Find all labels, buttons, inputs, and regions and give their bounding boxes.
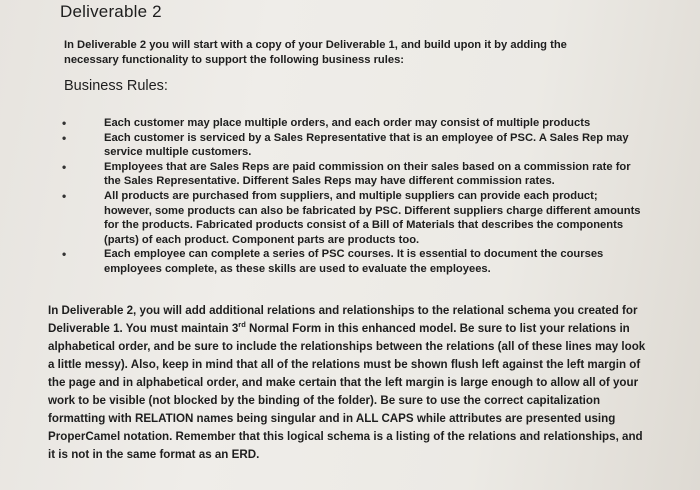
- list-item: [62, 116, 642, 131]
- bullet-icon: •: [62, 188, 67, 203]
- list-item: [62, 247, 642, 276]
- bullet-icon: •: [62, 116, 67, 130]
- page-title: Deliverable 2: [60, 2, 162, 21]
- list-item: [62, 160, 642, 189]
- business-rules-list: [62, 116, 642, 277]
- closing-text-part1: In Deliverable 2, you will add additional relations and relationships to the relational schema you created for Deliverable 1. You must maintain 3: [48, 304, 638, 335]
- bullet-icon: •: [62, 247, 67, 262]
- rule-text: Employees that are Sales Reps are paid commission on their sales based on a commission rate for the Sales Representative. Different Sales Reps may have different commission rates.: [104, 160, 631, 188]
- ordinal-superscript: rd: [238, 320, 246, 329]
- rule-text: Each customer may place multiple orders, and each order may consist of multiple products: [104, 117, 591, 129]
- list-item: [62, 131, 642, 160]
- rule-text: Each employee can complete a series of PSC courses. It is essential to document the courses employees complete, as these skills are used to evaluate the employees.: [104, 248, 604, 275]
- bullet-icon: •: [62, 159, 67, 174]
- closing-text-part2: Normal Form in this enhanced model. Be sure to list your relations in alphabetical order, and be sure to include the relationships between the relations (all of these lines may look a little messy). Also, keep in mind that all of the relations must be shown flush left against the left margin of the page and in alphabetical order, and make certain that the left margin is large enough to allow all of your work to be visible (not blocked by the binding of the folder). Be sure to use the correct capitalization formatting with RELATION names being singular and in ALL CAPS while attributes are presented using ProperCamel notation. Remember that this logical schema is a listing of the relations and relationships, and it is not in the same format as an ERD.: [48, 322, 646, 461]
- rule-text: All products are purchased from suppliers, and multiple suppliers can provide each product; however, some products can also be fabricated by PSC. Different suppliers charge different amounts for the products. Fabricated products consist of a Bill of Materials that describes the components (parts) of each product. Component parts are products too.: [104, 189, 641, 246]
- bullet-icon: •: [62, 130, 67, 145]
- closing-paragraph: [48, 302, 652, 464]
- rules-heading: Business Rules:: [64, 78, 168, 94]
- rule-text: Each customer is serviced by a Sales Representative that is an employee of PSC. A Sales Rep may service multiple customers.: [104, 131, 629, 159]
- intro-paragraph: In Deliverable 2 you will start with a copy of your Deliverable 1, and build upon it by adding the necessary functionality to support the following business rules:: [64, 39, 567, 66]
- list-item: [62, 189, 642, 247]
